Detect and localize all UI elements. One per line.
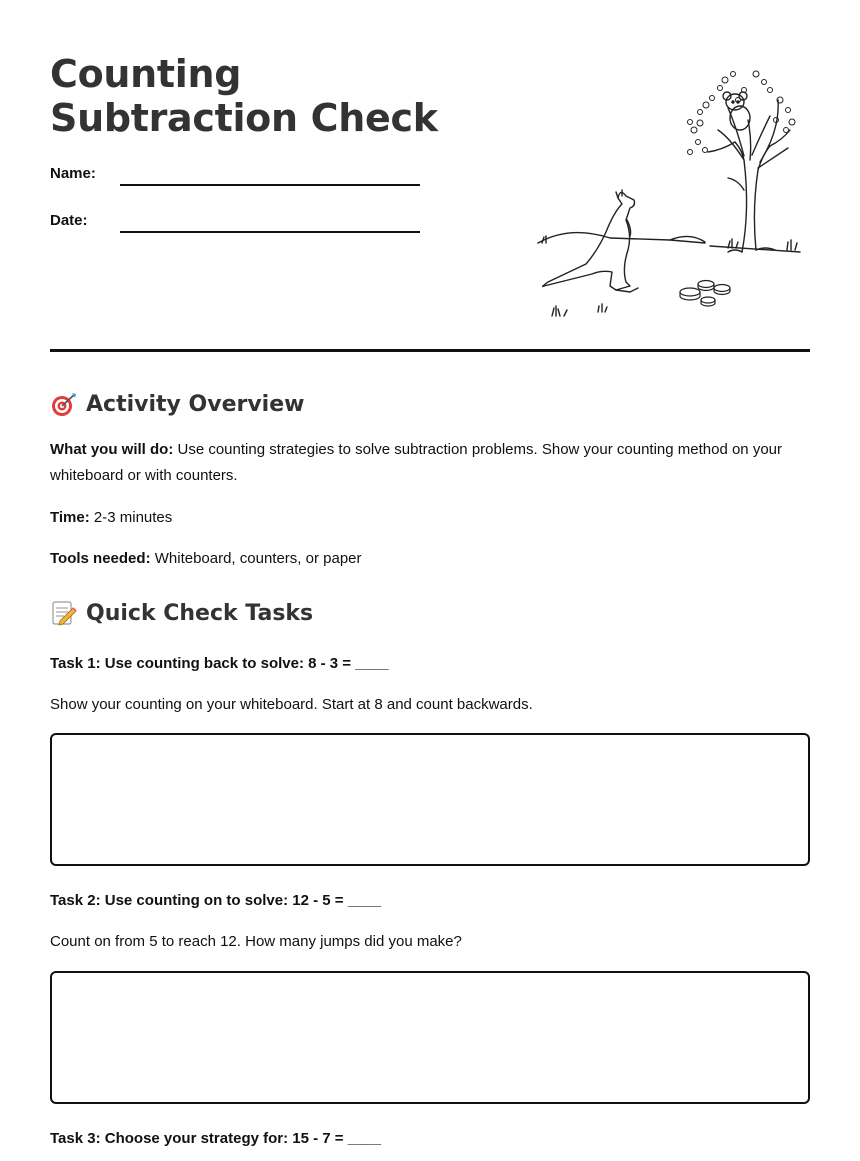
overview-tools [50, 546, 810, 572]
kangaroo-koala-tree-illustration [530, 60, 815, 330]
task-1-answer-box[interactable] [50, 733, 810, 866]
tasks-heading [50, 599, 313, 627]
task-3-title: Task 3: Choose your strategy for: 15 - 7 = ____ [50, 1130, 382, 1147]
task-1-instruction: Show your counting on your whiteboard. Start at 8 and count backwards. [50, 696, 533, 713]
target-icon [50, 390, 78, 418]
name-field [50, 165, 430, 189]
overview-time [50, 505, 810, 531]
tools-text: Whiteboard, counters, or paper [150, 550, 362, 567]
memo-icon [50, 599, 78, 627]
time-label: Time: [50, 509, 90, 526]
what-text: Use counting strategies to solve subtraction problems. Show your counting method on your whiteboard or with counters. [50, 441, 782, 484]
overview-heading-text: Activity Overview [86, 391, 305, 417]
task-2-title: Task 2: Use counting on to solve: 12 - 5 = ____ [50, 892, 382, 909]
tools-label: Tools needed: [50, 550, 151, 567]
overview-heading [50, 390, 304, 418]
what-label: What you will do: [50, 441, 174, 458]
name-input-line[interactable] [120, 184, 420, 186]
tasks-heading-text: Quick Check Tasks [86, 600, 314, 626]
task-1-title: Task 1: Use counting back to solve: 8 - 3 = ____ [50, 655, 389, 672]
page-title: Counting Subtraction Check [50, 52, 438, 140]
task-2-instruction: Count on from 5 to reach 12. How many jumps did you make? [50, 933, 462, 950]
date-field [50, 212, 430, 236]
time-text: 2-3 minutes [89, 509, 173, 526]
name-label: Name: [50, 165, 96, 182]
task-2-answer-box[interactable] [50, 971, 810, 1104]
overview-what [50, 437, 810, 489]
header-divider [50, 349, 810, 352]
date-label: Date: [50, 212, 88, 229]
date-input-line[interactable] [120, 231, 420, 233]
